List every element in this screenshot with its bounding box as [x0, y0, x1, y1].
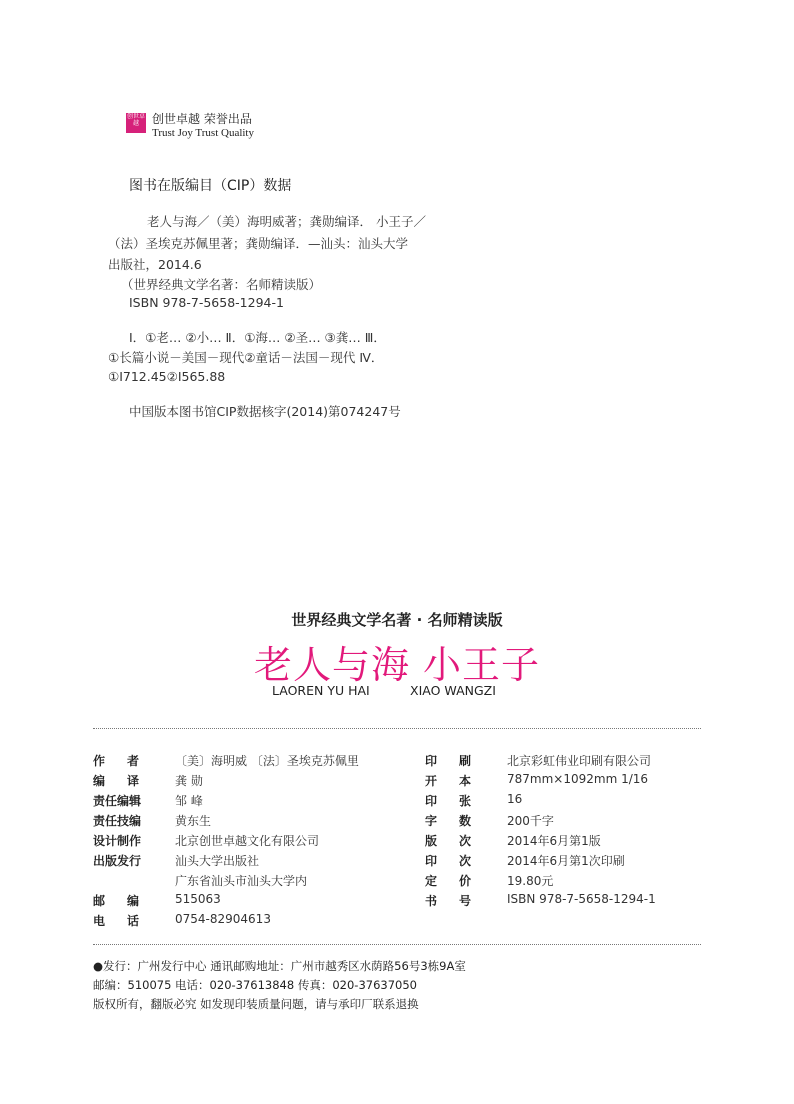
- spec-label: 责任技编: [93, 814, 142, 828]
- spec-value-price: 19.80元: [507, 874, 554, 888]
- cip-classification: ①I712.45②I565.88: [108, 369, 226, 384]
- divider: [93, 728, 701, 729]
- series-name: 世界经典文学名著 · 名师精读版: [291, 611, 503, 629]
- publisher-logo-tagline: Trust Joy Trust Quality: [152, 127, 254, 139]
- cip-title: 图书在版编目（CIP）数据: [129, 178, 292, 194]
- cip-line: 老人与海／（美）海明威著；龚勋编译． 小王子／: [147, 214, 426, 229]
- cip-line: 出版社，2014.6: [108, 257, 202, 272]
- spec-value-printing: 2014年6月第1次印刷: [507, 854, 625, 868]
- spec-label: 印张: [425, 794, 494, 808]
- spec-value-wordcount: 200千字: [507, 814, 554, 828]
- spec-label: 电话: [93, 914, 162, 928]
- spec-label: 书号: [425, 894, 494, 908]
- publisher-logo-mark: 创世卓越: [126, 113, 146, 133]
- spec-value-publisher: 汕头大学出版社: [175, 854, 260, 868]
- spec-value-printer: 北京彩虹伟业印刷有限公司: [507, 754, 652, 768]
- spec-value-author: 〔美〕海明威 〔法〕圣埃克苏佩里: [175, 754, 359, 768]
- spec-label: 设计制作: [93, 834, 142, 848]
- spec-value-sheets: 16: [507, 792, 523, 806]
- spec-label: 印次: [425, 854, 494, 868]
- spec-label: 版次: [425, 834, 494, 848]
- footer-copyright: 版权所有，翻版必究 如发现印装质量问题，请与承印厂联系退换: [93, 997, 419, 1011]
- spec-label: 出版发行: [93, 854, 142, 868]
- footer-distribution: ●发行：广州发行中心 通讯邮购地址：广州市越秀区水荫路56号3栋9A室: [93, 959, 466, 973]
- cip-isbn: ISBN 978-7-5658-1294-1: [129, 295, 284, 310]
- cip-line: （世界经典文学名著：名师精读版）: [121, 277, 322, 292]
- spec-label: 定价: [425, 874, 494, 888]
- spec-label: 作者: [93, 754, 162, 768]
- title-pinyin-left: LAOREN YU HAI: [272, 683, 370, 698]
- book-title: 老人与海 小王子: [253, 643, 541, 687]
- cip-record-number: 中国版本图书馆CIP数据核字(2014)第074247号: [129, 404, 401, 419]
- cip-line: （法）圣埃克苏佩里著；龚勋编译．—汕头：汕头大学: [108, 236, 409, 251]
- cip-classification: Ⅰ．①老… ②小… Ⅱ．①海… ②圣… ③龚… Ⅲ．: [129, 330, 386, 345]
- spec-label: 印刷: [425, 754, 494, 768]
- spec-label: 邮编: [93, 894, 162, 908]
- spec-value-tech-editor: 黄东生: [175, 814, 212, 828]
- publisher-logo-text: 创世卓越 荣誉出品: [152, 112, 252, 126]
- spec-value-postcode: 515063: [175, 892, 221, 906]
- spec-label: 字数: [425, 814, 494, 828]
- spec-value-design: 北京创世卓越文化有限公司: [175, 834, 320, 848]
- spec-label: 编译: [93, 774, 162, 788]
- divider: [93, 944, 701, 945]
- title-pinyin-right: XIAO WANGZI: [410, 683, 496, 698]
- spec-value-isbn: ISBN 978-7-5658-1294-1: [507, 892, 656, 906]
- spec-value-editor: 邹 峰: [175, 794, 203, 808]
- spec-label: 开本: [425, 774, 494, 788]
- cip-classification: ①长篇小说－美国－现代②童话－法国－现代 Ⅳ．: [108, 350, 384, 365]
- spec-value-format: 787mm×1092mm 1/16: [507, 772, 649, 786]
- spec-value-address: 广东省汕头市汕头大学内: [175, 874, 308, 888]
- spec-label: 责任编辑: [93, 794, 142, 808]
- spec-value-translator: 龚 勋: [175, 774, 203, 788]
- spec-value-edition: 2014年6月第1版: [507, 834, 601, 848]
- spec-value-phone: 0754-82904613: [175, 912, 271, 926]
- footer-contact: 邮编：510075 电话：020-37613848 传真：020-37637050: [93, 978, 417, 992]
